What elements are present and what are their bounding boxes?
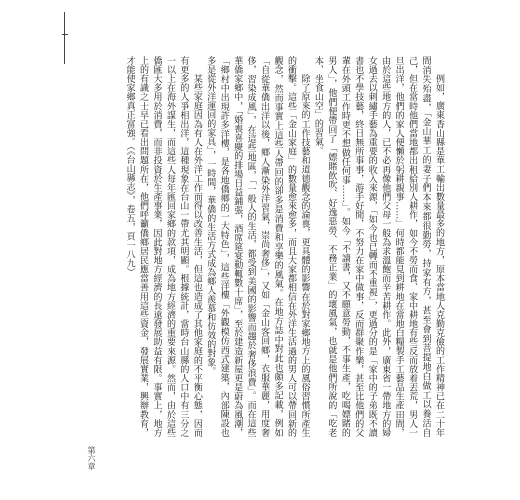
body-text (95, 56, 445, 437)
paragraph: 除了原來的工作技藝和道德觀念的淪喪，更具體的影響在於對家鄉地方上的風俗習慣所產生的衝擊。這些「金山家庭」的數量愈來愈多，而且大家都相信在外洋生活過的男人可以帶回新的觀念，然而事實上這些人帶回的卻多是消費和享樂的風氣。在地方誌中對此也頗多記載，例如「自從華僑出洋以後，鄉人漸染外洋習氣，崇尚奢侈」，又如「金山客回鄉，衣服華麗，用度奢侈，習染成風」，在這些地區，「一般人的生活，都受到美國的影響而趨於奢侈浪費」。而在這些華僑家鄉中，「婚喪喜慶的排場日益鋪張，酒席筵宴動輒數十席」，至於建造新屋更是蔚為風潮，「鄉村中出現許多洋樓，是各地僑鄉的一大特色」，這些洋樓「外觀模仿西式建築，內部陳設也多是從外洋運回的家具」，一時間，華僑的生活方式成為鄉人羨慕和仿效的對象。 (205, 56, 310, 437)
chapter-page-label: 第六章 (87, 446, 96, 470)
paragraph: 某些家庭因為有人在外洋工作而得以改善生活，但這也造成了其他家庭的不平衡心態，因而有更多的人爭相出洋，這種現象在台山一帶尤其明顯。根據統計，當時台山縣的人口中有三分之一以上在海外謀生，而這些人每年匯回家鄉的款項，成為地方經濟的重要來源。然而，由於這些僑匯大多用於消費，而非投資於生產事業，因此對地方經濟的長遠發展助益有限。事實上，地方上的有識之士早已看出問題所在，他們呼籲僑鄉居民應當善用這些資金，發展實業，興辦教育，才能使家鄉真正富強。（《台山縣志》，卷五，頁一八九） (124, 56, 202, 437)
paragraph: 例如，廣東香山縣是華工輸出數量最多的地方，原本當地人克勤克儉的工作精神已在二十年間消失殆盡，「金山華工的妻子們本來都很勤勞，持家有方，甚至會到菩提地白做工以養活自己，但在當時他們當地都出租給別人耕作，如今不勞而食、家中耕地有些反而放着丟荒，男人一旦出洋，他們的家人便懶於躬耕親事……」何時都能見到耕地在當地白糧製手工藝品生產田間，由於這些地方的人，已不必再像他們父母一般為求溫飽而辛苦耕作。此外，廣東省一帶地方的婦女過去以刺繡手藝為重要的收入來源，「如今也已轉而不重視」，更過分的是「家中的子弟既不讀書也不學技藝，終日無所事事，游手好閒，不努力在家中做事，反而群聚作樂，甚至比他們的父輩在外頭工作時更不想做任何事……」。如今「不讀書，又不願意勞動，不事生產，吃喝嫖賭的男人」，他們便帶回了「嫖賭飲吹、好逸惡勞、不務正業」的壞風氣，也就是他們所說的「吃老本、坐食山空」的習氣。 (312, 56, 444, 437)
margin-rule-mark (62, 12, 68, 64)
